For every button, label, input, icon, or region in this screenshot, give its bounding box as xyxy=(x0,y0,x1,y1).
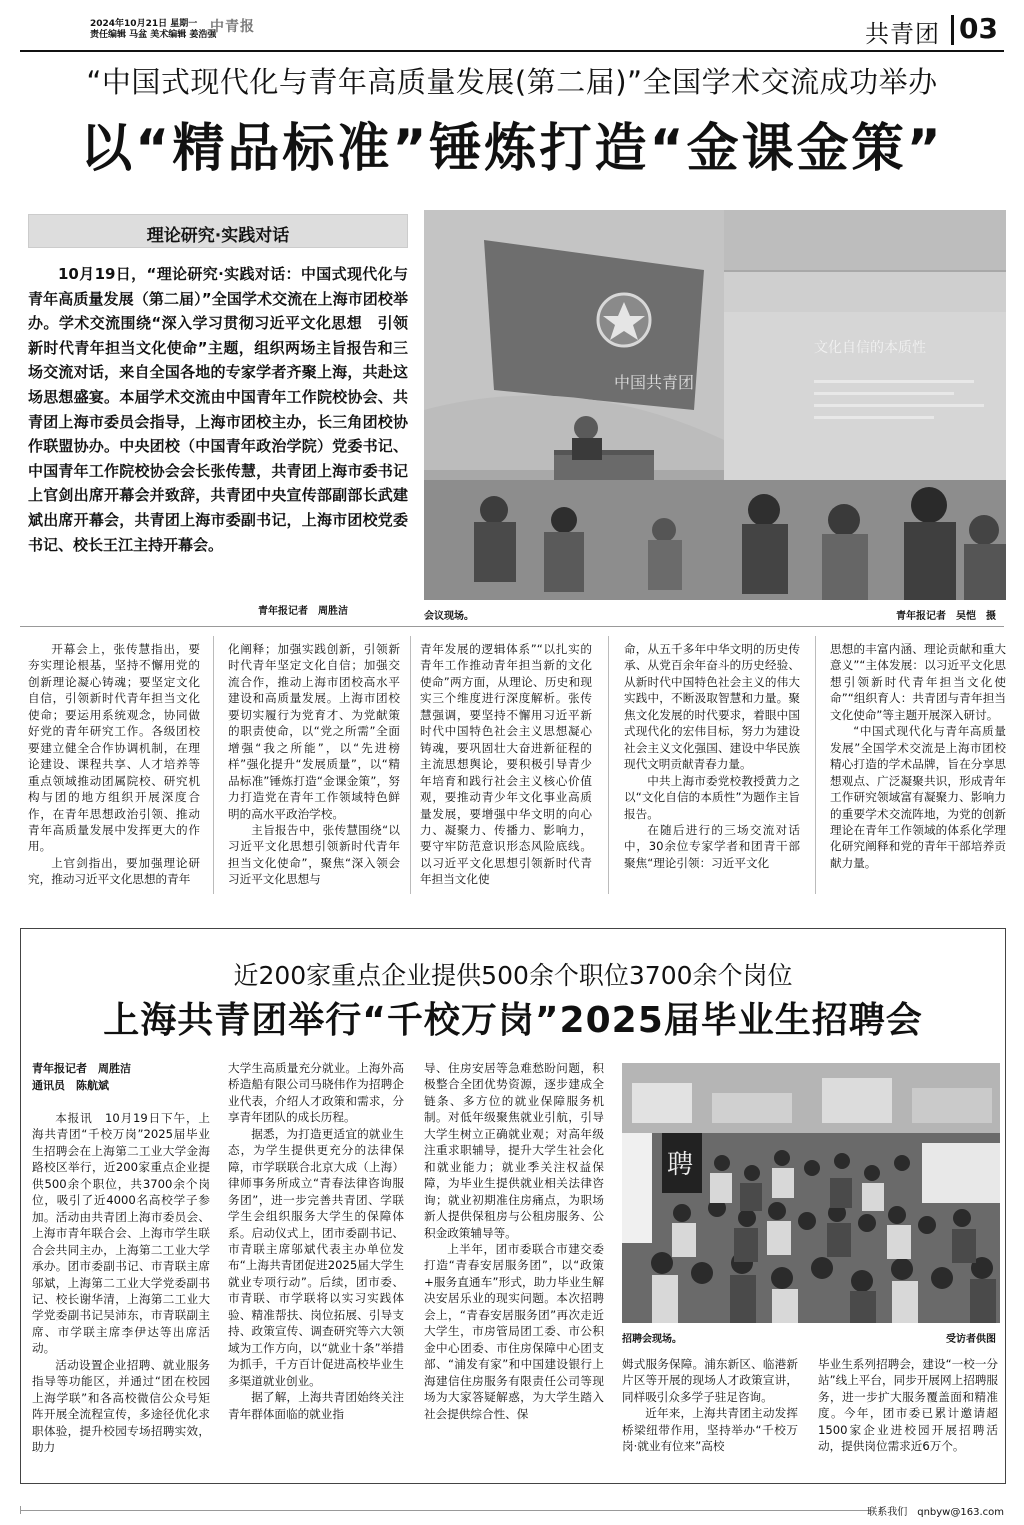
article2-headline: 上海共青团举行“千校万岗”2025届毕业生招聘会 xyxy=(103,1000,923,1041)
conference-photo xyxy=(424,210,1006,600)
paragraph: 大学生高质量充分就业。上海外高桥造船有限公司马晓伟作为招聘企业代表，介绍人才政策和需求，分享青年团队的成长历程。 xyxy=(228,1061,404,1125)
section-label: 理论研究·实践对话 xyxy=(146,226,290,246)
article2-column-3 xyxy=(424,1060,604,1422)
paragraph: 近年来，上海共青团主动发挥桥梁纽带作用，坚持举办“千校万岗·就业有位来”高校 xyxy=(622,1406,798,1454)
paragraph: 毕业生系列招聘会，建设“一校一分站”线上平台，同步开展网上招聘服务，进一步扩大服务覆盖面和精准度。今年，团市委已累计邀请超1500家企业进校园开展招聘活动，提供岗位需求近6万个。 xyxy=(818,1357,998,1454)
article1-column-2 xyxy=(228,641,400,888)
paragraph: 命，从五千多年中华文明的历史传承、从党百余年奋斗的历史经验、从新时代中国特色社会主义的伟大实践中，不断汲取智慧和力量。聚焦文化发展的时代要求，着眼中国式现代化的宏伟目标，努力为建设社会主义文化强国、建设中华民族现代文明贡献青春力量。 xyxy=(624,642,800,772)
article2-column-5 xyxy=(818,1356,998,1455)
paragraph: 活动设置企业招聘、就业服务指导等功能区，并通过“团在校园 上海学联”和各高校微信公众号矩阵开展全流程宣传，多途径优化求职体验，提升校园专场招聘实效，助力 xyxy=(32,1357,222,1455)
section-name: 共青团 xyxy=(865,20,940,48)
footer-rule xyxy=(20,1510,874,1511)
flag-text: 中国共青团 xyxy=(614,373,695,392)
paragraph: 化阐释；加强实践创新，引领新时代青年坚定文化自信；加强交流合作，推动上海市团校高水平建设和高质量发展。上海市团校要切实履行为党育才、为党献策的职责使命，以“党之所需”全面增强“我之所能”，以“先进榜样”强化提升“发展质量”，以“精品标准”锤炼打造“金课金策”，努力打造党在青年工作领域特色鲜明的高水平政治学校。 xyxy=(228,642,400,821)
column-divider xyxy=(608,636,609,894)
article1-column-4 xyxy=(624,641,800,871)
slide-title: 文化自信的本质性 xyxy=(814,340,926,356)
paragraph: 本报讯 10月19日下午，上海共青团“千校万岗”2025届毕业生招聘会在上海第二工业大学金海路校区举行，近200家重点企业提供500余个职位，共3700余个岗位，吸引了近4000名高校学子参加。活动由共青团上海市委员会、上海市青年联合会、上海市学生联合会共同主办，上海第二工业大学承办。团市委副书记、市青联主席邬斌，上海第二工业大学党委副书记、校长谢华清，上海第二工业大学党委副书记吴沛东，市青联副主席、市学联主席李伊达等出席活动。 xyxy=(32,1111,210,1356)
newspaper-logo: 中青报 xyxy=(210,19,255,35)
editors-line: 责任编辑 马盆 美术编辑 姜浩强 xyxy=(90,30,217,40)
paragraph: 姆式服务保障。浦东新区、临港新片区等开展的现场人才政策宣讲，同样吸引众多学子驻足咨询。 xyxy=(622,1357,798,1404)
paragraph: 导、住房安居等急难愁盼问题，积极整合全团优势资源，逐步建成全链条、多方位的就业保障服务机制。对低年级聚焦就业引航，引导大学生树立正确就业观；对高年级注重求职辅导，提升大学生社会化和就业能力；就业季关注权益保障，为毕业生提供就业相关法律咨询；就业初期准住房痛点，为职场新人提供保租房与公租房服务、公积金政策辅导等。 xyxy=(424,1061,604,1240)
column-divider xyxy=(815,636,816,894)
byline-correspondent: 通讯员 陈航斌 xyxy=(32,1079,109,1092)
paragraph: 思想的丰富内涵、理论贡献和重大意义”“主体发展：以习近平文化思想引领新时代青年担当文化使命”“组织育人：共青团与青年担当文化使命”等主题开展深入研讨。 xyxy=(830,642,1006,722)
article1-byline: 青年报记者 周胜洁 xyxy=(258,606,348,617)
photo2-caption: 招聘会现场。 xyxy=(622,1334,682,1345)
recruit-sign: 聘 xyxy=(667,1150,694,1180)
masthead-rule xyxy=(20,50,1004,52)
article2-column-2 xyxy=(228,1060,404,1422)
article2-bylines xyxy=(32,1060,131,1094)
paragraph: 开幕会上，张传慧指出，要夯实理论根基，坚持不懈用党的创新理论凝心铸魂；要坚定文化自信，引领新时代青年担当文化使命；要运用系统观念，协同做好党的青年研究工作。各级团校要建立健全合作协调机制，在理论建设、课程共享、人才培养等重点领域推动团属院校、研究机构与团的地方组织开展深度合作，在青年思想政治引领、推动青年高质量发展中发挥更大的作用。 xyxy=(28,642,200,854)
article1-column-3 xyxy=(420,641,592,888)
article1-headline: 以“精品标准”锤炼打造“金课金策” xyxy=(80,119,944,179)
masthead-divider xyxy=(951,15,954,45)
paragraph: 青年发展的逻辑体系”“以扎实的青年工作推动青年担当新的文化使命”两方面，从理论、历史和现实三个维度进行深度解析。张传慧强调，要坚持不懈用习近平新时代中国特色社会主义思想凝心铸魂，要巩固壮大奋进新征程的主流思想舆论，要积极引导青少年培育和践行社会主义核心价值观，要推动青少年文化事业高质量发展，要增强中华文明的向心力、凝聚力、传播力、影响力，要守牢防范意识形态风险底线。以习近平文化思想引领新时代青年担当文化使 xyxy=(420,642,592,887)
job-fair-photo-art xyxy=(622,1063,1000,1323)
paragraph: 主旨报告中，张传慧围绕“以习近平文化思想引领新时代青年担当文化使命”，聚焦“深入领会习近平文化思想与 xyxy=(228,822,400,887)
column-divider xyxy=(410,636,411,894)
byline-reporter: 青年报记者 周胜洁 xyxy=(32,1062,131,1075)
article1-column-5 xyxy=(830,641,1006,871)
paragraph: 据悉，为打造更适宜的就业生态，为学生提供更充分的法律保障，市学联联合北京大成（上海）律师事务所成立“青春法律咨询服务团”，进一步完善共青团、学联学生会组织服务大学生的保障体系。启动仪式上，团市委副书记、市青联主席邬斌代表主办单位发布“上海共青团促进2025届大学生就业专项行动”。后续，团市委、市青联、市学联将以实习实践体验、精准帮扶、岗位拓展、引导支持、政策宣传、调查研究等六大领域为工作方向，以“就业十条”举措为抓手，千方百计促进高校毕业生多渠道就业创业。 xyxy=(228,1126,404,1388)
article1-column-1 xyxy=(28,641,200,888)
issue-date: 2024年10月21日 星期一 xyxy=(90,19,198,29)
article1-lead: 10月19日，“理论研究·实践对话：中国式现代化与青年高质量发展（第二届）”全国学术交流在上海市团校举办。学术交流围绕“深入学习贯彻习近平文化思想 引领新时代青年担当文化使命”主题，组织两场主旨报告和三场交流对话，来自全国各地的专家学者齐聚上海，共赴这场思想盛宴。本届学术交流由中国青年工作院校协会、共青团上海市委员会指导，上海市团校主办，长三角团校协作联盟协办。中央团校（中国青年政治学院）党委书记、中国青年工作院校协会会长张传慧，共青团上海市委书记上官剑出席开幕会并致辞，共青团中央宣传部副部长武建斌出席开幕会，共青团上海市委副书记，上海市团校党委书记、校长王江主持开幕会。 xyxy=(28,265,408,554)
paragraph: 上官剑指出，要加强理论研究，推动习近平文化思想的青年 xyxy=(28,855,200,887)
conference-photo-art xyxy=(424,210,1006,600)
page-number: 03 xyxy=(959,12,998,45)
article2-column-4 xyxy=(622,1356,798,1455)
paragraph: 上半年，团市委联合市建交委打造“青春安居服务团”，以“政策+服务直通车”形式，助力毕业生解决安居乐业的现实问题。本次招聘会上，“青春安居服务团”再次走近大学生，市房管局团工委、市公积金中心团委、市住房保障中心团支部、“浦发有家”和中国建设银行上海建信住房服务有限责任公司等现场为大家答疑解惑，为大学生踏入社会提供综合性、保 xyxy=(424,1241,604,1421)
paragraph: 据了解，上海共青团始终关注青年群体面临的就业指 xyxy=(228,1390,404,1421)
job-fair-photo xyxy=(622,1063,1000,1323)
article2-subtitle: 近200家重点企业提供500余个职位3700余个岗位 xyxy=(233,961,793,990)
column-divider xyxy=(213,636,214,894)
masthead-date xyxy=(90,19,230,41)
article2-column-1 xyxy=(32,1110,222,1456)
photo1-caption: 会议现场。 xyxy=(424,611,474,622)
footer-contact: 联系我们 qnbyw@163.com xyxy=(867,1507,1004,1518)
photo1-credit: 青年报记者 吴恺 摄 xyxy=(896,611,996,622)
paragraph: 在随后进行的三场交流对话中，30余位专家学者和团青干部聚焦“理论引领：习近平文化 xyxy=(624,822,800,870)
section-rule xyxy=(20,626,1004,627)
footer-tick xyxy=(20,1506,21,1514)
paragraph: 中共上海市委党校教授黄力之以“文化自信的本质性”为题作主旨报告。 xyxy=(624,773,800,821)
paragraph: “中国式现代化与青年高质量发展”全国学术交流是上海市团校精心打造的学术品牌，旨在分享思想观点、广泛凝聚共识，形成青年工作研究领域富有凝聚力、影响力的重要学术交流阵地，为党的创新理论在青年工作领域的体系化学理化研究阐释和党的青年干部培养贡献力量。 xyxy=(830,724,1006,870)
photo2-credit: 受访者供图 xyxy=(946,1334,996,1345)
article1-subtitle: “中国式现代化与青年高质量发展(第二届)”全国学术交流成功举办 xyxy=(86,65,938,99)
